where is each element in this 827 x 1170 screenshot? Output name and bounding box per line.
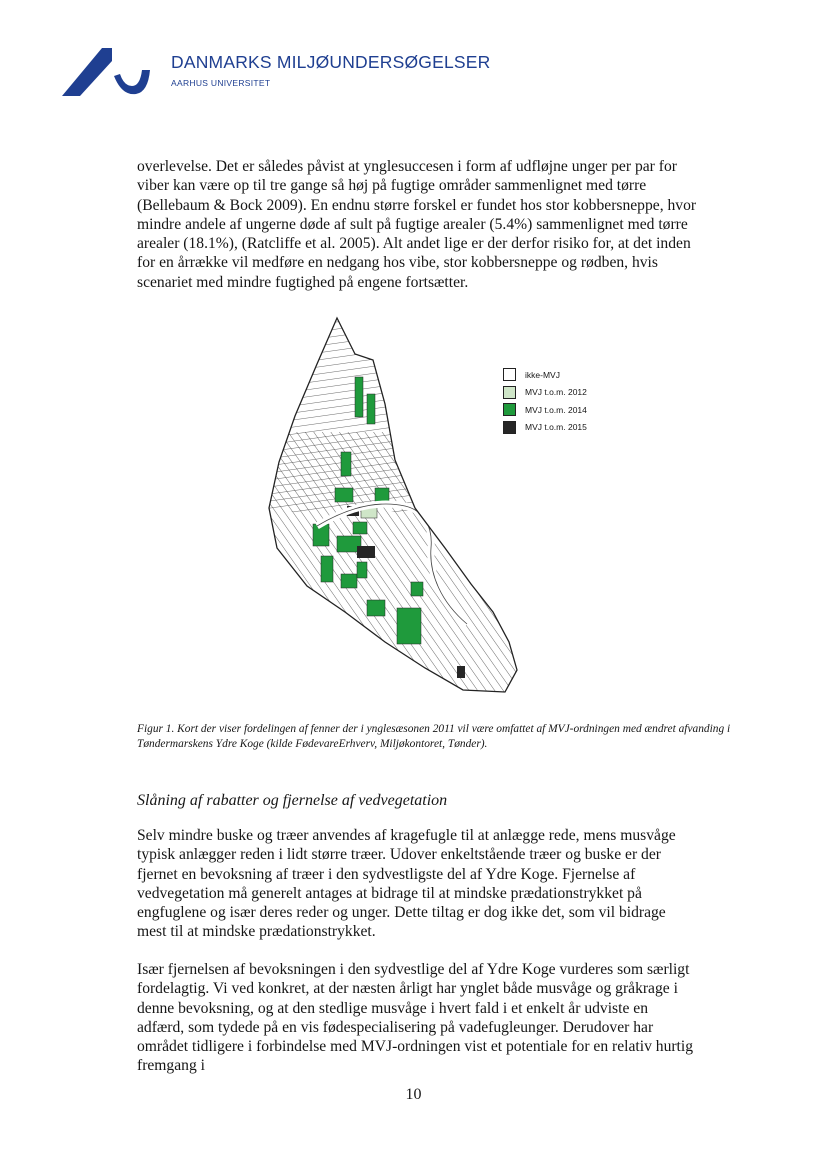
legend-label: ikke-MVJ xyxy=(525,369,560,380)
polder-map xyxy=(255,312,545,704)
map-legend xyxy=(503,367,587,437)
legend-item-ikke-mvj xyxy=(503,367,587,382)
organization-name: DANMARKS MILJØUNDERSØGELSER xyxy=(171,52,491,72)
page-number: 10 xyxy=(405,1086,422,1103)
legend-swatch xyxy=(503,421,516,434)
legend-label: MVJ t.o.m. 2014 xyxy=(525,404,587,415)
university-name: AARHUS UNIVERSITET xyxy=(171,78,271,88)
legend-swatch xyxy=(503,386,516,399)
legend-item-mvj-2014 xyxy=(503,402,587,417)
legend-item-mvj-2015 xyxy=(503,420,587,435)
section-paragraph-1: Selv mindre buske og træer anvendes af kragefugle til at anlægge rede, mens musvåge typisk anlægger reden i lidt større træer. Udover enkeltstående træer og buske er der fjernet en bevoksning af træer i den sydvestligste del af Ydre Koge. Fjernelse af vedvegetation må generelt antages at bidrage til at mindske prædationstrykket på engfuglene og især deres reder og unger. Dette tiltag er dog ikke det, som vil bidrage mest til at mindske prædationstrykket. xyxy=(137,827,676,941)
section-heading: Slåning af rabatter og fjernelse af vedvegetation xyxy=(137,792,448,809)
intro-paragraph: overlevelse. Det er således påvist at ynglesuccesen i form af udfløjne unger per par for viber kan være op til tre gange så høj på fugtige områder sammenlignet med tørre (Bellebaum & Bock 2009). En endnu større forskel er fundet hos stor kobbersneppe, hvor mindre andele af ungerne døde af sult på fugtige arealer (5.4%) sammenlignet med tørre arealer (18.1%), (Ratcliffe et al. 2005). Alt andet lige er der derfor risiko for, at det inden for en årrække vil medføre en nedgang hos vibe, stor kobbersneppe og rødben, hvis scenariet med mindre fugtighed på engene fortsætter. xyxy=(137,158,697,291)
figure-caption: Figur 1. Kort der viser fordelingen af fenner der i ynglesæsonen 2011 vil være omfattet af MVJ-ordningen med ændret afvanding i Tøndermarskens Ydre Koge (kilde FødevareErhverv, Miljøkontoret, Tønder). xyxy=(137,723,731,750)
legend-swatch xyxy=(503,368,516,381)
legend-item-mvj-2012 xyxy=(503,385,587,400)
legend-swatch xyxy=(503,403,516,416)
university-logo-icon xyxy=(62,44,157,104)
section-paragraph-2: Især fjernelsen af bevoksningen i den sydvestlige del af Ydre Koge vurderes som særligt fordelagtig. Vi ved konkret, at der næsten årligt har ynglet både musvåge og gråkrage i denne bevoksning, og at den stedlige musvåge i hvert fald i et enkelt år udviste en adfærd, som tydede på en vis fødespecialisering på vadefugleunger. Derudover har området tidligere i forbindelse med MVJ-ordningen vist et potentiale for en relativ hurtig fremgang i xyxy=(137,961,694,1075)
legend-label: MVJ t.o.m. 2012 xyxy=(525,387,587,398)
legend-label: MVJ t.o.m. 2015 xyxy=(525,422,587,433)
